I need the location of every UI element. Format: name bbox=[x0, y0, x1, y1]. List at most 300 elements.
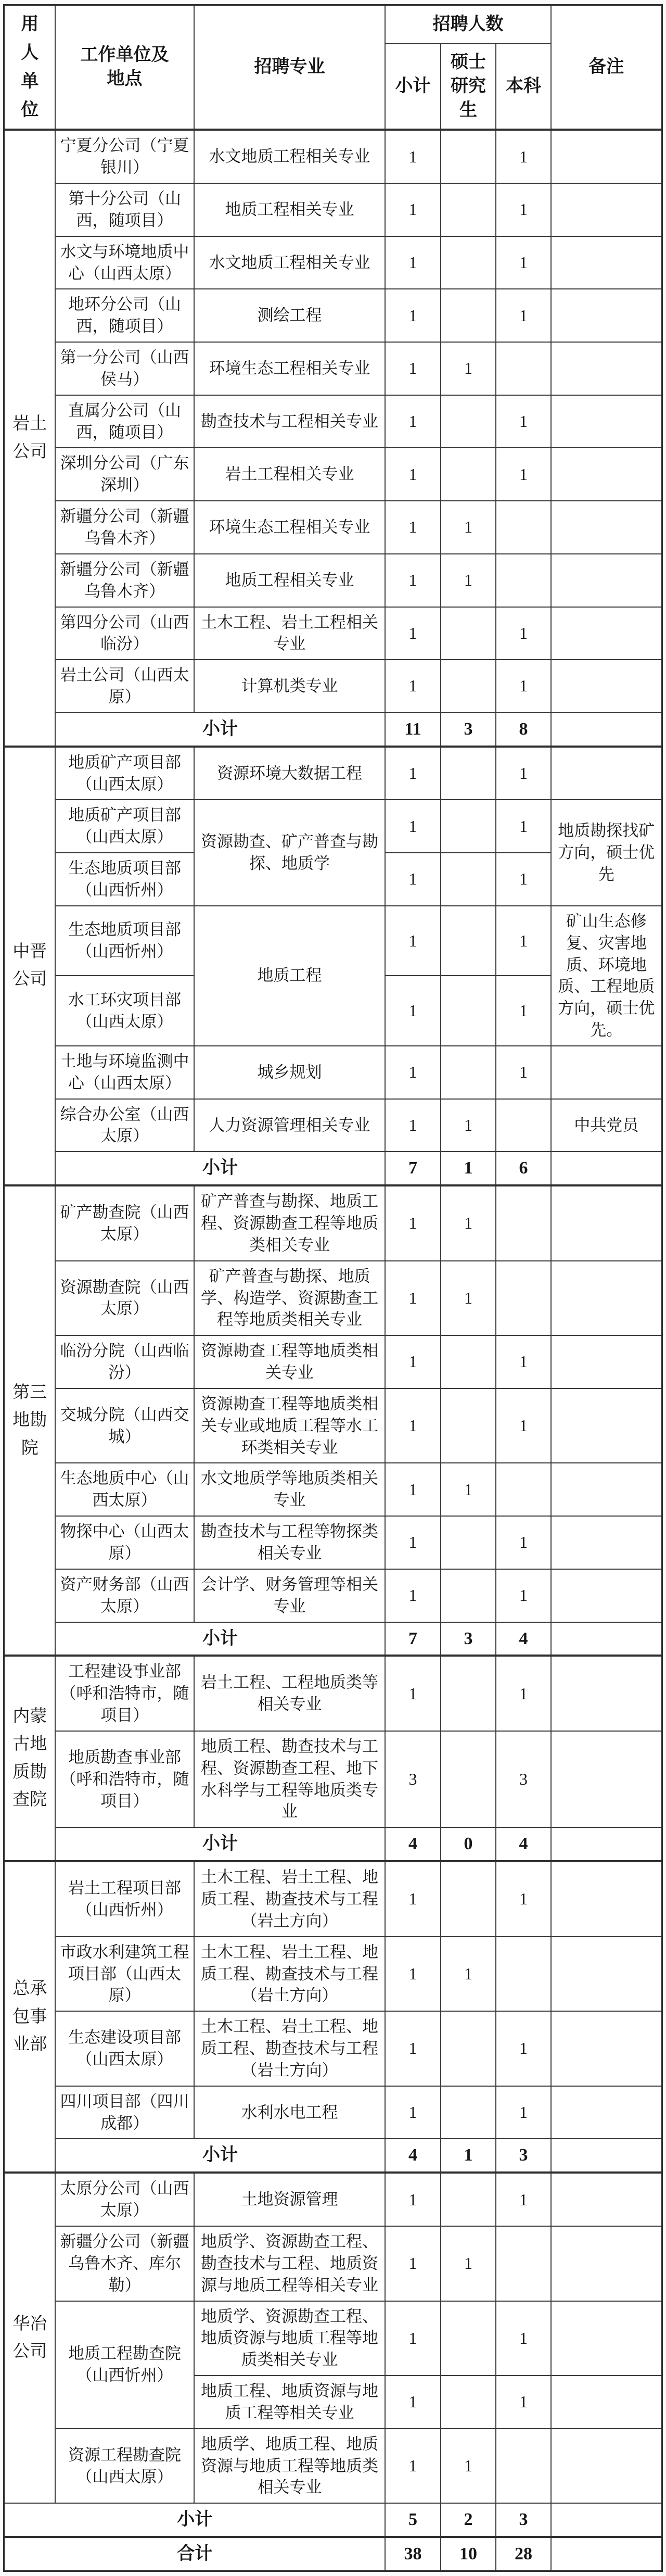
work-unit-cell: 物探中心（山西太原） bbox=[55, 1516, 194, 1569]
remark-cell bbox=[551, 1185, 662, 1261]
major-cell: 地质工程相关专业 bbox=[194, 183, 385, 236]
subtotal-master-cell: 1 bbox=[441, 2139, 496, 2173]
count-bachelor-cell bbox=[496, 342, 551, 395]
major-cell: 水利水电工程 bbox=[194, 2086, 385, 2139]
work-unit-cell: 直属分公司（山西，随项目） bbox=[55, 395, 194, 448]
work-unit-cell: 矿产勘查院（山西太原） bbox=[55, 1185, 194, 1261]
major-cell: 地质工程、地质资源与地质工程等相关专业 bbox=[194, 2376, 385, 2429]
count-master-cell bbox=[441, 2086, 496, 2139]
major-cell: 水文地质工程相关专业 bbox=[194, 130, 385, 183]
work-unit-cell: 临汾分院（山西临汾） bbox=[55, 1335, 194, 1388]
count-bachelor-cell bbox=[496, 501, 551, 554]
subtotal-label-cell: 小计 bbox=[55, 1152, 385, 1185]
count-bachelor-cell: 1 bbox=[496, 906, 551, 976]
major-cell: 土木工程、岩土工程相关专业 bbox=[194, 607, 385, 660]
table-row bbox=[4, 289, 662, 342]
table-row bbox=[4, 1516, 662, 1569]
total-remark-cell bbox=[551, 2537, 662, 2571]
remark-cell bbox=[551, 2429, 662, 2504]
subtotal-remark-cell bbox=[551, 713, 662, 747]
remark-cell bbox=[551, 1046, 662, 1099]
count-subtotal-cell: 1 bbox=[385, 342, 441, 395]
work-unit-cell: 生态建设项目部（山西太原） bbox=[55, 2011, 194, 2086]
work-unit-cell: 生态地质项目部（山西忻州） bbox=[55, 853, 194, 906]
employer-group-cell: 总承包事业部 bbox=[4, 1861, 55, 2173]
count-bachelor-cell: 1 bbox=[496, 130, 551, 183]
table-row bbox=[4, 607, 662, 660]
count-subtotal-cell: 1 bbox=[385, 1335, 441, 1388]
table-row bbox=[4, 2429, 662, 2504]
work-unit-cell: 生态地质中心（山西太原） bbox=[55, 1463, 194, 1516]
table-row bbox=[4, 501, 662, 554]
remark-cell bbox=[551, 1516, 662, 1569]
table-row bbox=[4, 1656, 662, 1731]
count-master-cell bbox=[441, 906, 496, 976]
major-cell: 土地资源管理 bbox=[194, 2173, 385, 2226]
work-unit-cell: 地质矿产项目部（山西太原） bbox=[55, 800, 194, 853]
major-cell: 资源勘查、矿产普查与勘探、地质学 bbox=[194, 800, 385, 905]
subtotal-remark-cell bbox=[551, 2503, 662, 2537]
col-header-major: 招聘专业 bbox=[194, 5, 385, 130]
subtotal-master-cell: 1 bbox=[441, 1152, 496, 1185]
remark-cell bbox=[551, 342, 662, 395]
subtotal-bachelor-cell: 3 bbox=[496, 2139, 551, 2173]
subtotal-count-cell: 7 bbox=[385, 1622, 441, 1656]
count-bachelor-cell: 1 bbox=[496, 1569, 551, 1622]
table-row bbox=[4, 1335, 662, 1388]
subtotal-remark-cell bbox=[551, 2139, 662, 2173]
remark-cell bbox=[551, 2301, 662, 2376]
major-cell: 地质学、资源勘查工程、地质资源与地质工程等地质类相关专业 bbox=[194, 2301, 385, 2376]
table-row bbox=[4, 183, 662, 236]
count-bachelor-cell: 1 bbox=[496, 747, 551, 800]
col-header-workunit-label: 工作单位及地点 bbox=[80, 45, 169, 89]
count-bachelor-cell: 1 bbox=[496, 1516, 551, 1569]
total-master-cell: 10 bbox=[441, 2537, 496, 2571]
count-bachelor-cell: 1 bbox=[496, 1861, 551, 1937]
count-bachelor-cell bbox=[496, 1099, 551, 1152]
count-subtotal-cell: 1 bbox=[385, 1569, 441, 1622]
count-subtotal-cell: 1 bbox=[385, 554, 441, 607]
remark-cell bbox=[551, 607, 662, 660]
total-label-cell: 合计 bbox=[4, 2537, 385, 2571]
major-cell: 测绘工程 bbox=[194, 289, 385, 342]
major-cell: 城乡规划 bbox=[194, 1046, 385, 1099]
count-bachelor-cell bbox=[496, 1261, 551, 1336]
subtotal-bachelor-cell: 3 bbox=[496, 2503, 551, 2537]
subtotal-bachelor-cell: 4 bbox=[496, 1827, 551, 1861]
count-bachelor-cell: 1 bbox=[496, 1656, 551, 1731]
count-subtotal-cell: 1 bbox=[385, 976, 441, 1046]
work-unit-cell: 地环分公司（山西，随项目） bbox=[55, 289, 194, 342]
remark-cell bbox=[551, 660, 662, 713]
work-unit-cell: 第十分公司（山西，随项目） bbox=[55, 183, 194, 236]
table-row bbox=[4, 448, 662, 501]
col-header-employer bbox=[4, 5, 55, 130]
count-bachelor-cell bbox=[496, 1463, 551, 1516]
count-bachelor-cell: 1 bbox=[496, 976, 551, 1046]
remark-cell: 矿山生态修复、灾害地质、环境地质、工程地质方向，硕士优先。 bbox=[551, 906, 662, 1046]
major-cell: 矿产普查与勘探、地质学、构造学、资源勘查工程等地质类相关专业 bbox=[194, 1261, 385, 1336]
count-subtotal-cell: 1 bbox=[385, 1861, 441, 1937]
major-cell: 会计学、财务管理等相关专业 bbox=[194, 1569, 385, 1622]
work-unit-cell: 水工环灾项目部（山西太原） bbox=[55, 976, 194, 1046]
subtotal-label-cell: 小计 bbox=[55, 713, 385, 747]
count-bachelor-cell bbox=[496, 1937, 551, 2012]
work-unit-cell: 市政水利建筑工程项目部（山西太原） bbox=[55, 1937, 194, 2012]
subtotal-master-cell: 3 bbox=[441, 713, 496, 747]
work-unit-cell: 岩土工程项目部（山西忻州） bbox=[55, 1861, 194, 1937]
count-master-cell: 1 bbox=[441, 1261, 496, 1336]
table-row bbox=[4, 1569, 662, 1622]
table-row bbox=[4, 2226, 662, 2301]
count-master-cell: 1 bbox=[441, 342, 496, 395]
major-cell: 勘查技术与工程相关专业 bbox=[194, 395, 385, 448]
count-master-cell: 1 bbox=[441, 1185, 496, 1261]
table-body bbox=[4, 130, 662, 2571]
major-cell: 土木工程、岩土工程、地质工程、勘查技术与工程（岩土方向） bbox=[194, 2011, 385, 2086]
table-row bbox=[4, 236, 662, 289]
table-row bbox=[4, 554, 662, 607]
subtotal-remark-cell bbox=[551, 1827, 662, 1861]
count-master-cell bbox=[441, 395, 496, 448]
major-cell: 资源勘查工程等地质类相关专业或地质工程等水工环类相关专业 bbox=[194, 1388, 385, 1463]
count-bachelor-cell: 1 bbox=[496, 607, 551, 660]
col-header-workunit bbox=[55, 5, 194, 130]
subtotal-bachelor-cell: 4 bbox=[496, 1622, 551, 1656]
table-row bbox=[4, 2086, 662, 2139]
table-row bbox=[4, 1388, 662, 1463]
col-header-master: 硕士研究生 bbox=[441, 44, 496, 130]
remark-cell bbox=[551, 1261, 662, 1336]
remark-cell bbox=[551, 1335, 662, 1388]
count-master-cell: 1 bbox=[441, 1099, 496, 1152]
remark-cell bbox=[551, 1569, 662, 1622]
count-master-cell bbox=[441, 2376, 496, 2429]
subtotal-count-cell: 4 bbox=[385, 2139, 441, 2173]
major-cell: 环境生态工程相关专业 bbox=[194, 342, 385, 395]
count-subtotal-cell: 1 bbox=[385, 1516, 441, 1569]
major-cell: 矿产普查与勘探、地质工程、资源勘查工程等地质类相关专业 bbox=[194, 1185, 385, 1261]
subtotal-row bbox=[4, 1622, 662, 1656]
table-row bbox=[4, 1861, 662, 1937]
count-subtotal-cell: 1 bbox=[385, 1937, 441, 2012]
col-header-subtotal: 小计 bbox=[385, 44, 441, 130]
major-cell: 资源勘查工程等地质类相关专业 bbox=[194, 1335, 385, 1388]
count-subtotal-cell: 1 bbox=[385, 800, 441, 853]
total-bachelor-cell: 28 bbox=[496, 2537, 551, 2571]
count-master-cell bbox=[441, 1516, 496, 1569]
count-master-cell bbox=[441, 660, 496, 713]
count-master-cell bbox=[441, 1046, 496, 1099]
major-cell: 计算机类专业 bbox=[194, 660, 385, 713]
work-unit-cell: 第一分公司（山西侯马） bbox=[55, 342, 194, 395]
count-subtotal-cell: 1 bbox=[385, 2429, 441, 2504]
count-master-cell bbox=[441, 747, 496, 800]
remark-cell bbox=[551, 183, 662, 236]
count-master-cell bbox=[441, 1569, 496, 1622]
table-row bbox=[4, 2011, 662, 2086]
count-subtotal-cell: 1 bbox=[385, 2011, 441, 2086]
count-subtotal-cell: 1 bbox=[385, 2376, 441, 2429]
remark-cell bbox=[551, 289, 662, 342]
major-cell: 土木工程、岩土工程、地质工程、勘查技术与工程（岩土方向） bbox=[194, 1937, 385, 2012]
major-cell: 水文地质学等地质类相关专业 bbox=[194, 1463, 385, 1516]
subtotal-bachelor-cell: 6 bbox=[496, 1152, 551, 1185]
major-cell: 地质学、资源勘查工程、勘查技术与工程、地质资源与地质工程等相关专业 bbox=[194, 2226, 385, 2301]
count-bachelor-cell: 1 bbox=[496, 2301, 551, 2376]
count-bachelor-cell bbox=[496, 554, 551, 607]
remark-cell bbox=[551, 2086, 662, 2139]
count-master-cell bbox=[441, 2011, 496, 2086]
subtotal-row bbox=[4, 713, 662, 747]
count-bachelor-cell: 1 bbox=[496, 2376, 551, 2429]
subtotal-count-cell: 11 bbox=[385, 713, 441, 747]
subtotal-row bbox=[4, 2503, 662, 2537]
remark-cell: 中共党员 bbox=[551, 1099, 662, 1152]
col-header-remark: 备注 bbox=[551, 5, 662, 130]
count-subtotal-cell: 1 bbox=[385, 1463, 441, 1516]
subtotal-row bbox=[4, 1827, 662, 1861]
work-unit-cell: 综合办公室（山西太原） bbox=[55, 1099, 194, 1152]
header-row-1 bbox=[4, 5, 662, 44]
work-unit-cell: 四川项目部（四川成都） bbox=[55, 2086, 194, 2139]
count-subtotal-cell: 1 bbox=[385, 906, 441, 976]
count-bachelor-cell: 1 bbox=[496, 1388, 551, 1463]
table-row bbox=[4, 747, 662, 800]
count-master-cell bbox=[441, 607, 496, 660]
table-row bbox=[4, 130, 662, 183]
count-master-cell bbox=[441, 1656, 496, 1731]
count-subtotal-cell: 1 bbox=[385, 236, 441, 289]
employer-group-cell: 岩土公司 bbox=[4, 130, 55, 746]
table-row bbox=[4, 1261, 662, 1336]
work-unit-cell: 新疆分公司（新疆乌鲁木齐） bbox=[55, 554, 194, 607]
work-unit-cell: 水文与环境地质中心（山西太原） bbox=[55, 236, 194, 289]
work-unit-cell: 工程建设事业部（呼和浩特市，随项目） bbox=[55, 1656, 194, 1731]
employer-group-cell: 第三地勘院 bbox=[4, 1185, 55, 1656]
remark-cell bbox=[551, 554, 662, 607]
remark-cell: 地质勘探找矿方向，硕士优先 bbox=[551, 800, 662, 905]
table-row bbox=[4, 1099, 662, 1152]
count-bachelor-cell: 1 bbox=[496, 448, 551, 501]
count-bachelor-cell: 3 bbox=[496, 1731, 551, 1827]
work-unit-cell: 土地与环境监测中心（山西太原） bbox=[55, 1046, 194, 1099]
col-header-headcount: 招聘人数 bbox=[385, 5, 551, 44]
work-unit-cell: 资产财务部（山西太原） bbox=[55, 1569, 194, 1622]
remark-cell bbox=[551, 2376, 662, 2429]
count-bachelor-cell bbox=[496, 2429, 551, 2504]
work-unit-cell: 地质勘查事业部（呼和浩特市，随项目） bbox=[55, 1731, 194, 1827]
count-master-cell bbox=[441, 853, 496, 906]
subtotal-remark-cell bbox=[551, 1152, 662, 1185]
table-row bbox=[4, 2301, 662, 2376]
subtotal-row bbox=[4, 1152, 662, 1185]
count-master-cell: 1 bbox=[441, 1463, 496, 1516]
work-unit-cell: 太原分公司（山西太原） bbox=[55, 2173, 194, 2226]
table-row bbox=[4, 1731, 662, 1827]
count-master-cell: 1 bbox=[441, 554, 496, 607]
subtotal-row bbox=[4, 2139, 662, 2173]
subtotal-label-cell: 小计 bbox=[4, 2503, 385, 2537]
count-subtotal-cell: 1 bbox=[385, 1388, 441, 1463]
count-bachelor-cell: 1 bbox=[496, 1046, 551, 1099]
remark-cell bbox=[551, 236, 662, 289]
remark-cell bbox=[551, 2173, 662, 2226]
table-row bbox=[4, 660, 662, 713]
subtotal-label-cell: 小计 bbox=[55, 2139, 385, 2173]
count-subtotal-cell: 1 bbox=[385, 289, 441, 342]
remark-cell bbox=[551, 747, 662, 800]
remark-cell bbox=[551, 130, 662, 183]
employer-group-cell: 中晋公司 bbox=[4, 747, 55, 1185]
table-row bbox=[4, 1185, 662, 1261]
count-subtotal-cell: 1 bbox=[385, 607, 441, 660]
major-cell: 地质学、地质工程、地质资源与地质工程等地质类相关专业 bbox=[194, 2429, 385, 2504]
work-unit-cell: 资源勘查院（山西太原） bbox=[55, 1261, 194, 1336]
work-unit-cell: 地质矿产项目部（山西太原） bbox=[55, 747, 194, 800]
total-row bbox=[4, 2537, 662, 2571]
count-subtotal-cell: 1 bbox=[385, 1261, 441, 1336]
count-master-cell bbox=[441, 236, 496, 289]
count-subtotal-cell: 1 bbox=[385, 1656, 441, 1731]
count-master-cell bbox=[441, 183, 496, 236]
major-cell: 地质工程 bbox=[194, 906, 385, 1046]
remark-cell bbox=[551, 2226, 662, 2301]
count-subtotal-cell: 1 bbox=[385, 1099, 441, 1152]
subtotal-count-cell: 7 bbox=[385, 1152, 441, 1185]
subtotal-count-cell: 4 bbox=[385, 1827, 441, 1861]
count-master-cell: 1 bbox=[441, 2226, 496, 2301]
count-subtotal-cell: 1 bbox=[385, 2173, 441, 2226]
remark-cell bbox=[551, 395, 662, 448]
subtotal-master-cell: 0 bbox=[441, 1827, 496, 1861]
subtotal-master-cell: 3 bbox=[441, 1622, 496, 1656]
table-row bbox=[4, 2173, 662, 2226]
work-unit-cell: 交城分院（山西交城） bbox=[55, 1388, 194, 1463]
subtotal-bachelor-cell: 8 bbox=[496, 713, 551, 747]
count-master-cell bbox=[441, 1861, 496, 1937]
count-bachelor-cell: 1 bbox=[496, 853, 551, 906]
count-subtotal-cell: 1 bbox=[385, 853, 441, 906]
count-master-cell bbox=[441, 2173, 496, 2226]
count-master-cell: 1 bbox=[441, 1937, 496, 2012]
count-bachelor-cell: 1 bbox=[496, 289, 551, 342]
count-bachelor-cell bbox=[496, 1185, 551, 1261]
employer-group-cell: 内蒙古地质勘查院 bbox=[4, 1656, 55, 1861]
work-unit-cell: 资源工程勘查院（山西太原） bbox=[55, 2429, 194, 2504]
count-subtotal-cell: 1 bbox=[385, 1046, 441, 1099]
count-master-cell: 1 bbox=[441, 501, 496, 554]
count-master-cell bbox=[441, 1335, 496, 1388]
count-bachelor-cell: 1 bbox=[496, 395, 551, 448]
recruitment-table bbox=[3, 4, 662, 2572]
subtotal-count-cell: 5 bbox=[385, 2503, 441, 2537]
major-cell: 地质工程、勘查技术与工程、资源勘查工程、地下水科学与工程等地质类专业 bbox=[194, 1731, 385, 1827]
count-subtotal-cell: 1 bbox=[385, 130, 441, 183]
major-cell: 岩土工程相关专业 bbox=[194, 448, 385, 501]
remark-cell bbox=[551, 1937, 662, 2012]
count-master-cell bbox=[441, 1388, 496, 1463]
remark-cell bbox=[551, 1656, 662, 1731]
table-row bbox=[4, 1937, 662, 2012]
count-bachelor-cell: 1 bbox=[496, 1335, 551, 1388]
count-subtotal-cell: 1 bbox=[385, 747, 441, 800]
major-cell: 人力资源管理相关专业 bbox=[194, 1099, 385, 1152]
remark-cell bbox=[551, 501, 662, 554]
work-unit-cell: 第四分公司（山西临汾） bbox=[55, 607, 194, 660]
employer-group-cell: 华冶公司 bbox=[4, 2173, 55, 2503]
count-master-cell bbox=[441, 1731, 496, 1827]
count-master-cell: 1 bbox=[441, 2429, 496, 2504]
count-master-cell bbox=[441, 130, 496, 183]
total-count-cell: 38 bbox=[385, 2537, 441, 2571]
count-bachelor-cell: 1 bbox=[496, 2011, 551, 2086]
table-row bbox=[4, 800, 662, 853]
major-cell: 水文地质工程相关专业 bbox=[194, 236, 385, 289]
count-subtotal-cell: 1 bbox=[385, 395, 441, 448]
count-bachelor-cell bbox=[496, 2226, 551, 2301]
work-unit-cell: 岩土公司（山西太原） bbox=[55, 660, 194, 713]
work-unit-cell: 新疆分公司（新疆乌鲁木齐） bbox=[55, 501, 194, 554]
count-subtotal-cell: 1 bbox=[385, 501, 441, 554]
work-unit-cell: 地质工程勘查院（山西忻州） bbox=[55, 2301, 194, 2429]
table-row bbox=[4, 342, 662, 395]
remark-cell bbox=[551, 1861, 662, 1937]
major-cell: 土木工程、岩土工程、地质工程、勘查技术与工程（岩土方向） bbox=[194, 1861, 385, 1937]
remark-cell bbox=[551, 448, 662, 501]
subtotal-label-cell: 小计 bbox=[55, 1622, 385, 1656]
col-header-employer-label: 用人单位 bbox=[21, 15, 39, 120]
remark-cell bbox=[551, 1388, 662, 1463]
major-cell: 地质工程相关专业 bbox=[194, 554, 385, 607]
subtotal-remark-cell bbox=[551, 1622, 662, 1656]
count-subtotal-cell: 1 bbox=[385, 2301, 441, 2376]
table-row bbox=[4, 1463, 662, 1516]
table-row bbox=[4, 906, 662, 976]
subtotal-master-cell: 2 bbox=[441, 2503, 496, 2537]
count-subtotal-cell: 1 bbox=[385, 448, 441, 501]
major-cell: 资源环境大数据工程 bbox=[194, 747, 385, 800]
count-subtotal-cell: 1 bbox=[385, 2226, 441, 2301]
work-unit-cell: 新疆分公司（新疆乌鲁木齐、库尔勒） bbox=[55, 2226, 194, 2301]
count-master-cell bbox=[441, 2301, 496, 2376]
count-master-cell bbox=[441, 289, 496, 342]
count-master-cell bbox=[441, 976, 496, 1046]
count-bachelor-cell: 1 bbox=[496, 800, 551, 853]
col-header-bachelor: 本科 bbox=[496, 44, 551, 130]
major-cell: 环境生态工程相关专业 bbox=[194, 501, 385, 554]
work-unit-cell: 宁夏分公司（宁夏银川） bbox=[55, 130, 194, 183]
count-subtotal-cell: 3 bbox=[385, 1731, 441, 1827]
subtotal-label-cell: 小计 bbox=[55, 1827, 385, 1861]
remark-cell bbox=[551, 1463, 662, 1516]
major-cell: 勘查技术与工程等物探类相关专业 bbox=[194, 1516, 385, 1569]
table-row bbox=[4, 395, 662, 448]
count-master-cell bbox=[441, 800, 496, 853]
count-subtotal-cell: 1 bbox=[385, 1185, 441, 1261]
count-bachelor-cell: 1 bbox=[496, 236, 551, 289]
major-cell: 岩土工程、工程地质类等相关专业 bbox=[194, 1656, 385, 1731]
count-master-cell bbox=[441, 448, 496, 501]
remark-cell bbox=[551, 2011, 662, 2086]
count-subtotal-cell: 1 bbox=[385, 183, 441, 236]
table-header bbox=[4, 5, 662, 130]
count-bachelor-cell: 1 bbox=[496, 2173, 551, 2226]
work-unit-cell: 深圳分公司（广东深圳） bbox=[55, 448, 194, 501]
count-bachelor-cell: 1 bbox=[496, 2086, 551, 2139]
remark-cell bbox=[551, 1731, 662, 1827]
